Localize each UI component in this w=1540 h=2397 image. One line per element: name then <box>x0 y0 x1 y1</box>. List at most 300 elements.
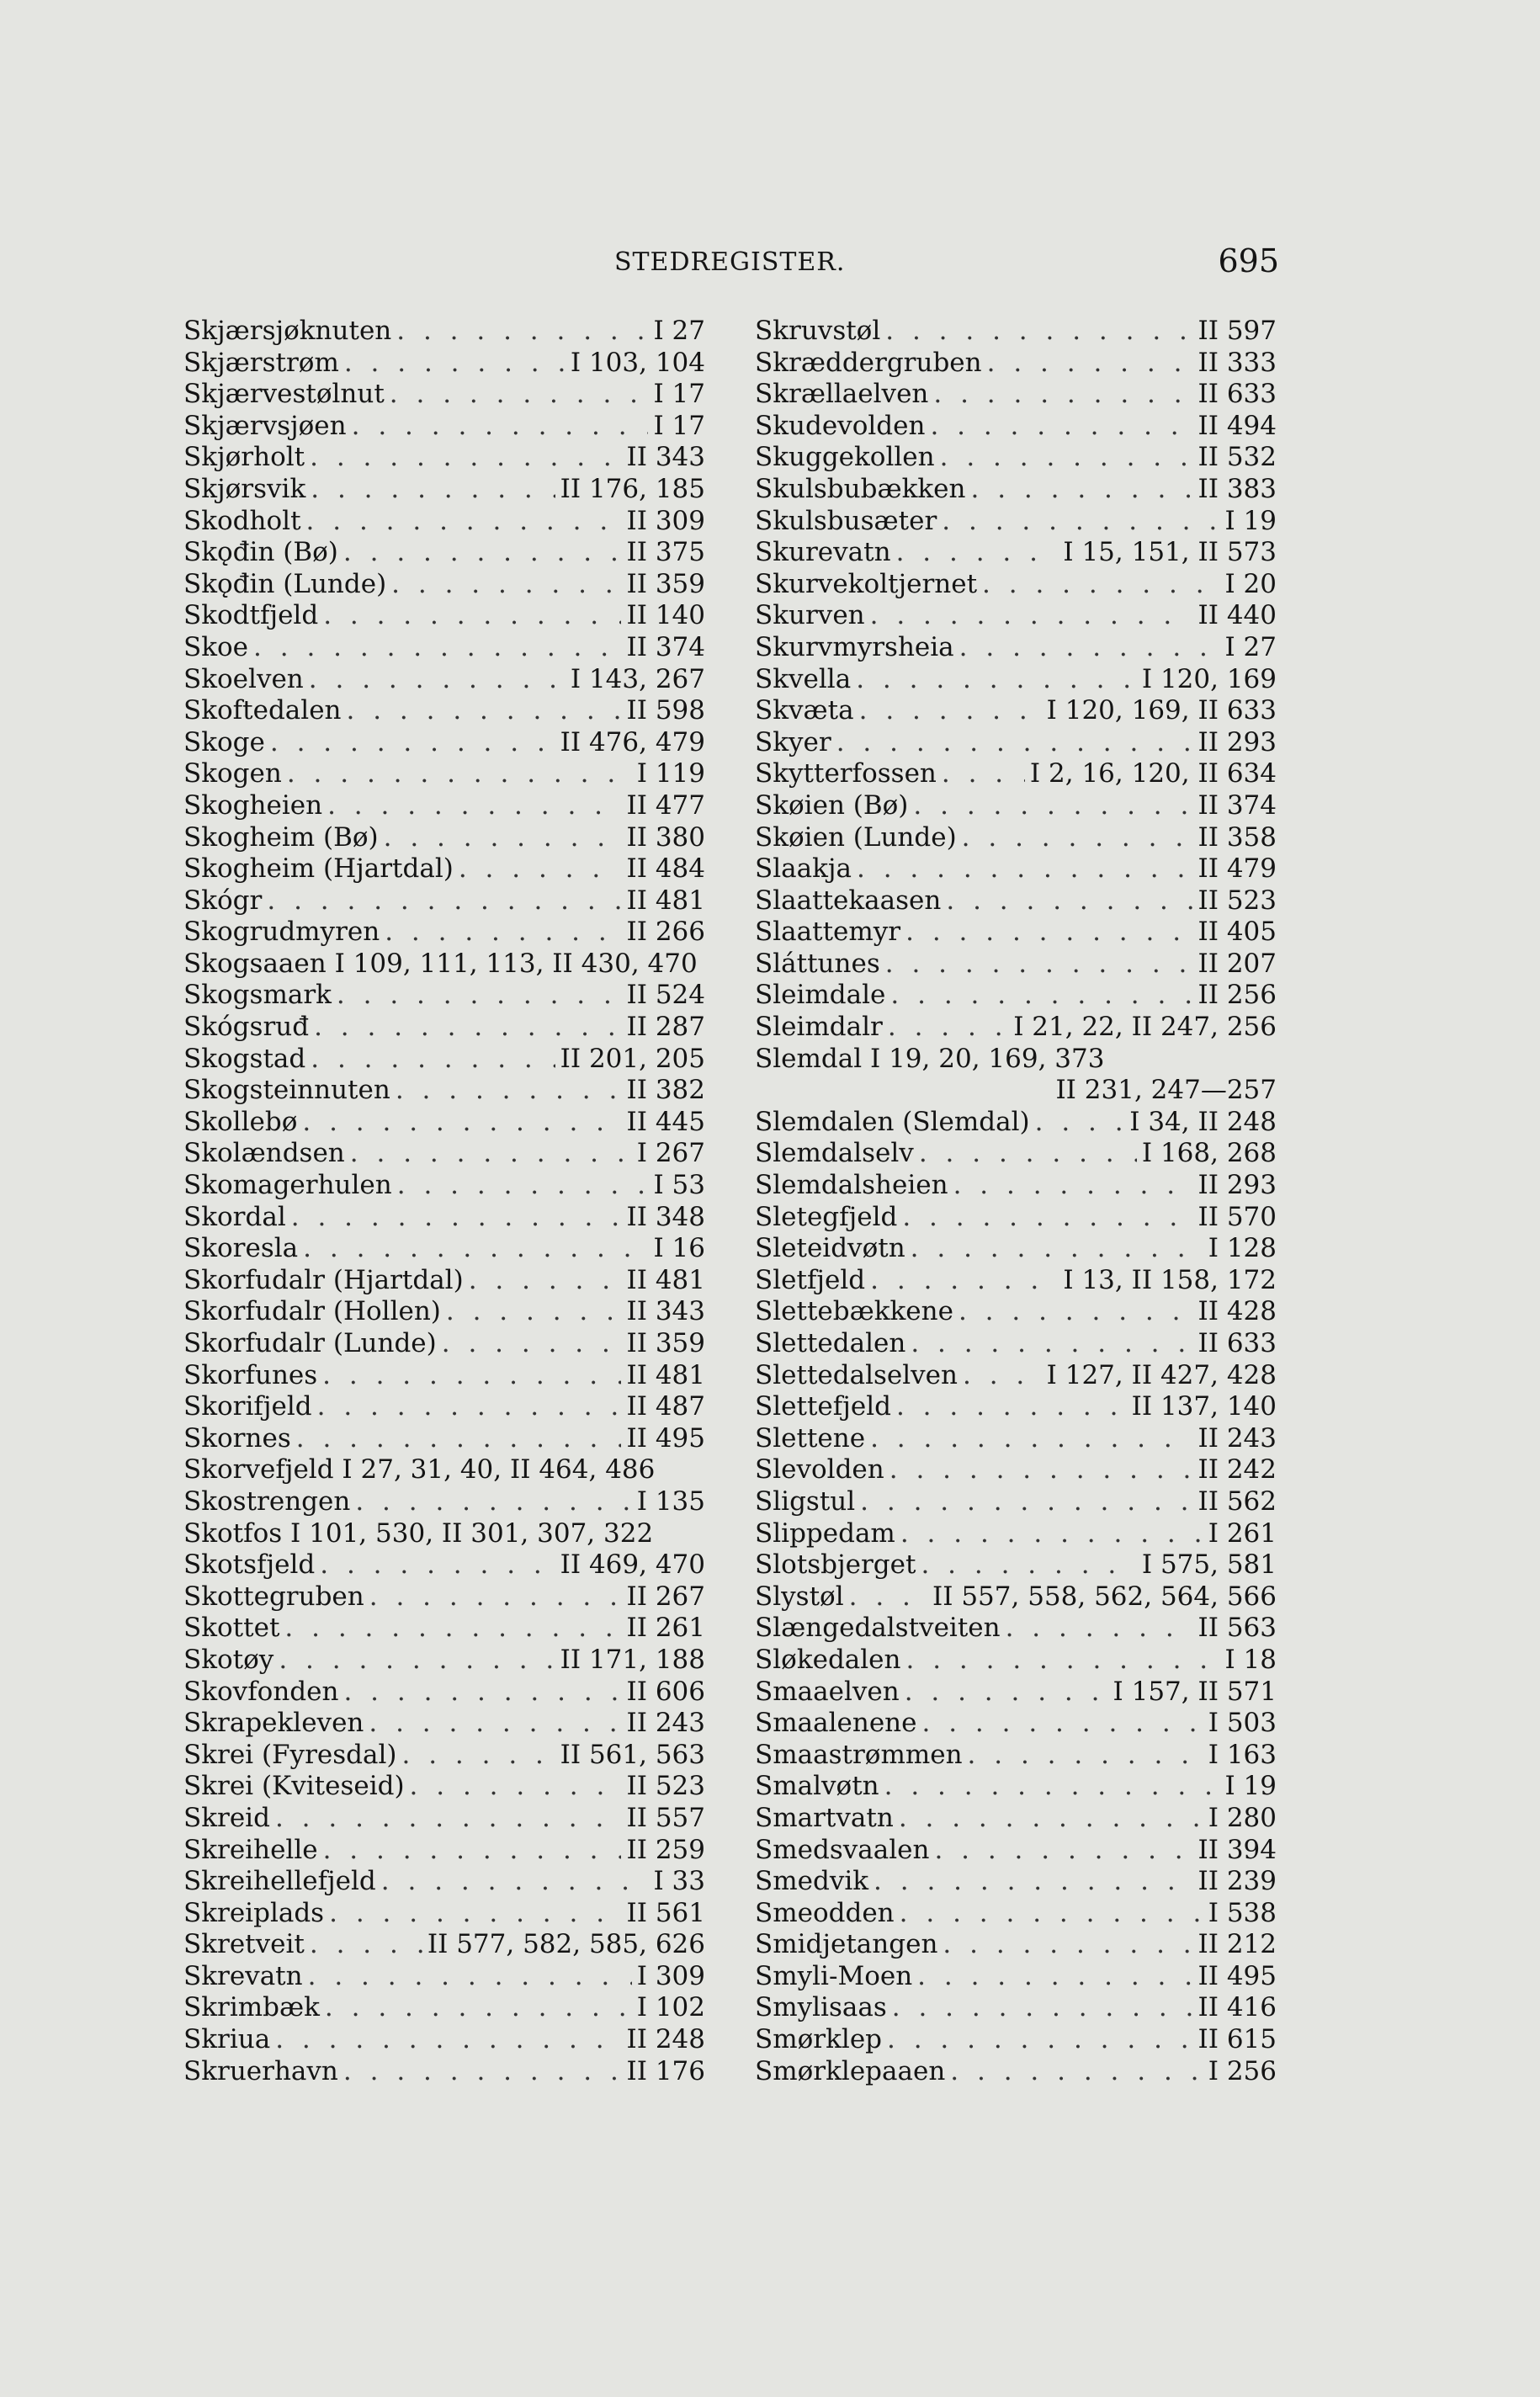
entry-reference: I 18 <box>1224 1644 1277 1675</box>
dot-leader <box>311 474 555 506</box>
index-entry <box>755 980 1277 1012</box>
index-entry <box>183 442 705 474</box>
entry-name: Skogen <box>183 758 282 789</box>
dot-leader <box>385 917 621 949</box>
index-entry <box>755 1233 1277 1265</box>
index-entry <box>755 1265 1277 1297</box>
index-entry <box>183 1075 705 1107</box>
entry-reference: II 428 <box>1197 1296 1277 1327</box>
index-entry <box>183 1202 705 1234</box>
dot-leader <box>921 1708 1203 1740</box>
index-entry <box>755 1898 1277 1930</box>
entry-name: Skollebø <box>183 1106 298 1137</box>
index-entry <box>183 664 705 696</box>
index-entry <box>183 474 705 506</box>
dot-leader <box>899 1803 1203 1835</box>
entry-reference: II 212 <box>1197 1929 1277 1960</box>
dot-leader <box>396 1075 622 1107</box>
entry-name: Sleteidvøtn <box>755 1233 905 1264</box>
dot-leader <box>469 1265 622 1297</box>
entry-name: Slemdalen (Slemdal) <box>755 1106 1030 1137</box>
entry-name: Smidjetangen <box>755 1929 938 1960</box>
entry-name: Skotsfjeld <box>183 1549 316 1581</box>
dot-leader <box>320 1549 555 1581</box>
dot-leader <box>959 632 1220 664</box>
index-entry <box>755 1645 1277 1677</box>
index-entry <box>755 695 1277 727</box>
dot-leader <box>849 1581 927 1613</box>
index-entry <box>755 1549 1277 1581</box>
index-entry <box>755 1803 1277 1835</box>
dot-leader <box>442 1328 622 1360</box>
index-entry <box>755 822 1277 854</box>
dot-leader <box>921 1549 1136 1581</box>
dot-leader <box>384 822 622 854</box>
entry-name: Skotøy <box>183 1644 274 1675</box>
entry-reference: II 524 <box>626 980 705 1011</box>
index-entry <box>183 917 705 949</box>
entry-name: Slettebækkene <box>755 1296 953 1327</box>
entry-name: Skǫđin (Bø) <box>183 537 338 568</box>
dot-leader <box>870 600 1193 632</box>
entry-name: Skurevatn <box>755 537 891 568</box>
dot-leader <box>946 885 1192 917</box>
entry-reference: I 135 <box>636 1486 705 1517</box>
entry-reference: I 280 <box>1208 1802 1277 1833</box>
dot-leader <box>401 1740 555 1772</box>
entry-name: Skrei (Fyresdal) <box>183 1739 397 1770</box>
dot-leader <box>860 1486 1192 1518</box>
dot-leader <box>874 1866 1192 1898</box>
entry-reference: I 575, 581 <box>1141 1549 1277 1581</box>
entry-name: Smedvik <box>755 1866 869 1897</box>
index-entry <box>755 1486 1277 1518</box>
index-entry <box>755 1328 1277 1360</box>
entry-name: Skogsmark <box>183 980 332 1011</box>
index-entry <box>183 1296 705 1328</box>
entry-reference: I 168, 268 <box>1141 1138 1277 1169</box>
entry-reference: II 633 <box>1197 379 1277 410</box>
entry-name: Sligstul <box>755 1486 856 1517</box>
dot-leader <box>953 1170 1193 1202</box>
dot-leader <box>325 1992 632 2024</box>
entry-reference: II 633 <box>1197 1328 1277 1358</box>
entry-reference: I 261 <box>1208 1517 1277 1549</box>
entry-name: Skottet <box>183 1613 280 1644</box>
entry-name: Slettefjeld <box>755 1391 891 1422</box>
entry-name: Skjærvsjøen <box>183 410 347 441</box>
dot-leader <box>896 537 1059 569</box>
entry-name: Skuggekollen <box>755 442 935 473</box>
entry-name: Skorfudalr (Hollen) <box>183 1296 441 1327</box>
index-entry <box>183 1740 705 1772</box>
index-entry <box>755 2024 1277 2056</box>
entry-name: Skreihellefjeld <box>183 1866 376 1897</box>
entry-reference: II 476, 479 <box>560 726 705 757</box>
index-entry <box>183 1012 705 1044</box>
entry-reference: II 523 <box>1197 885 1277 916</box>
dot-leader <box>859 695 1042 727</box>
entry-reference: I 27 <box>653 316 705 346</box>
entry-name: Slystøl <box>755 1581 844 1612</box>
entry-reference: II 243 <box>626 1708 705 1739</box>
entry-reference: II 171, 188 <box>560 1644 705 1675</box>
dot-leader <box>917 1961 1192 1993</box>
entry-name: Smyli-Moen <box>755 1960 913 1991</box>
entry-name: Skvella <box>755 663 852 694</box>
entry-name: Skorfunes <box>183 1359 318 1390</box>
entry-name: Skógr <box>183 885 263 916</box>
dot-leader <box>889 1454 1193 1486</box>
entry-name: Skostrengen <box>183 1486 351 1517</box>
dot-leader <box>911 1328 1192 1360</box>
index-entry <box>755 1613 1277 1645</box>
entry-name: Skogsaaen I 109, 111, 113, II 430, 470 <box>183 948 698 979</box>
dot-leader <box>343 537 622 569</box>
index-entry <box>755 1423 1277 1455</box>
entry-reference: I 157, II 571 <box>1113 1676 1277 1707</box>
dot-leader <box>933 379 1192 411</box>
index-entry <box>183 1328 705 1360</box>
entry-reference: II 207 <box>1197 948 1277 979</box>
entry-name: Smedsvaalen <box>755 1834 930 1865</box>
entry-name: Skulsbusæter <box>755 505 937 536</box>
entry-reference: I 53 <box>653 1170 705 1201</box>
dot-leader <box>982 569 1219 601</box>
entry-name: Skøien (Bø) <box>755 789 909 821</box>
index-entry <box>183 1898 705 1930</box>
index-entry <box>755 442 1277 474</box>
dot-leader <box>369 1581 622 1613</box>
dot-leader <box>329 1898 621 1930</box>
dot-leader <box>446 1296 622 1328</box>
index-entry <box>183 1170 705 1202</box>
index-entry <box>183 2024 705 2056</box>
entry-name: Skjærsjøknuten <box>183 316 392 346</box>
entry-name: Skorifjeld <box>183 1391 312 1422</box>
index-entry <box>183 949 705 981</box>
index-entry <box>755 1454 1277 1486</box>
entry-reference: I 21, 22, II 247, 256 <box>1013 1012 1277 1043</box>
dot-leader <box>890 980 1192 1012</box>
entry-name: Skogsteinnuten <box>183 1075 390 1106</box>
entry-name: Smaastrømmen <box>755 1739 963 1770</box>
entry-reference: II 259 <box>626 1834 705 1865</box>
index-entry <box>755 316 1277 348</box>
index-entry <box>755 1044 1277 1076</box>
dot-leader <box>410 1771 622 1803</box>
entry-name: Skorfudalr (Hjartdal) <box>183 1264 464 1295</box>
dot-leader <box>942 758 1025 790</box>
index-entry <box>183 1708 705 1740</box>
entry-reference: II 267 <box>626 1581 705 1612</box>
dot-leader <box>911 1233 1203 1265</box>
entry-name: Smeodden <box>755 1897 895 1928</box>
entry-name: Skogheim (Hjartdal) <box>183 853 454 885</box>
index-entry <box>183 790 705 822</box>
index-entry <box>183 1961 705 1993</box>
index-entry <box>755 1202 1277 1234</box>
entry-name: Skoftedalen <box>183 695 342 726</box>
index-entry <box>183 1233 705 1265</box>
dot-leader <box>962 822 1193 854</box>
entry-reference: II 293 <box>1197 726 1277 757</box>
entry-name: Skrevatn <box>183 1960 303 1991</box>
index-entry <box>183 1486 705 1518</box>
index-entry <box>755 411 1277 443</box>
index-entry <box>755 949 1277 981</box>
entry-reference: I 309 <box>636 1960 705 1991</box>
index-entry <box>183 1866 705 1898</box>
entry-name: Skoelven <box>183 663 304 694</box>
entry-name: Slotsbjerget <box>755 1549 916 1581</box>
dot-leader <box>284 1613 621 1645</box>
entry-reference: II 532 <box>1197 442 1277 473</box>
index-entry <box>183 1835 705 1867</box>
entry-name: Skurvmyrsheia <box>755 631 954 662</box>
dot-leader <box>291 1202 622 1234</box>
dot-leader <box>887 2024 1192 2056</box>
dot-leader <box>267 885 621 917</box>
index-entry <box>755 506 1277 538</box>
entry-reference: II 359 <box>626 568 705 599</box>
dot-leader <box>275 1803 622 1835</box>
running-title: STEDREGISTER. <box>614 247 846 277</box>
dot-leader <box>959 1296 1193 1328</box>
dot-leader <box>343 1677 621 1709</box>
index-entry <box>755 758 1277 790</box>
entry-name: Skotfos I 101, 530, II 301, 307, 322 <box>183 1517 654 1549</box>
index-entry <box>755 1170 1277 1202</box>
dot-leader <box>296 1423 622 1455</box>
index-entry <box>755 1518 1277 1550</box>
index-entry <box>183 506 705 538</box>
dot-leader <box>459 853 622 885</box>
entry-name: Skoe <box>183 631 249 662</box>
entry-reference: II 598 <box>626 695 705 726</box>
entry-reference: II 243 <box>1197 1422 1277 1454</box>
entry-reference: II 309 <box>626 505 705 536</box>
entry-name: Skógsruđ <box>183 1012 310 1043</box>
index-entry <box>755 727 1277 759</box>
entry-reference: II 615 <box>1197 2024 1277 2055</box>
entry-reference: II 140 <box>626 600 705 631</box>
entry-name: Slaattemyr <box>755 917 901 948</box>
entry-reference: II 374 <box>1197 789 1277 821</box>
entry-reference: I 27 <box>1224 631 1277 662</box>
index-entry <box>183 379 705 411</box>
entry-reference: I 143, 267 <box>570 663 705 694</box>
entry-reference: I 127, II 427, 428 <box>1046 1359 1277 1390</box>
index-entry <box>755 1992 1277 2024</box>
dot-leader <box>963 1360 1042 1392</box>
dot-leader <box>381 1866 649 1898</box>
index-entry <box>183 695 705 727</box>
index-entry <box>183 980 705 1012</box>
entry-name: Skodholt <box>183 505 301 536</box>
entry-reference: II 523 <box>626 1771 705 1802</box>
index-entry <box>183 1391 705 1423</box>
entry-name: Skrællaelven <box>755 379 929 410</box>
index-entry <box>183 1992 705 2024</box>
entry-name: Skurven <box>755 600 865 631</box>
index-entry <box>755 1835 1277 1867</box>
entry-name: Slevolden <box>755 1454 884 1486</box>
entry-name: Sløkedalen <box>755 1644 901 1675</box>
index-entry <box>755 1107 1277 1139</box>
entry-name: Skordal <box>183 1201 286 1232</box>
entry-reference: II 176, 185 <box>560 473 705 504</box>
entry-name: Slettene <box>755 1422 866 1454</box>
dot-leader <box>311 1044 555 1076</box>
entry-reference: II 561 <box>626 1897 705 1928</box>
entry-reference: II 469, 470 <box>560 1549 705 1581</box>
index-entry <box>183 569 705 601</box>
index-entry <box>755 1771 1277 1803</box>
entry-reference: II 597 <box>1197 316 1277 346</box>
index-entry <box>755 1138 1277 1170</box>
entry-reference: I 33 <box>653 1866 705 1897</box>
entry-name: Skrei (Kviteseid) <box>183 1771 405 1802</box>
dot-leader <box>902 1202 1192 1234</box>
entry-reference: II 570 <box>1197 1201 1277 1232</box>
entry-reference: I 13, II 158, 172 <box>1063 1264 1277 1295</box>
dot-leader <box>327 790 621 822</box>
dot-leader <box>919 1138 1137 1170</box>
entry-reference: II 293 <box>1197 1170 1277 1201</box>
entry-name: Skǫđin (Lunde) <box>183 568 387 599</box>
entry-reference: II 481 <box>626 1264 705 1295</box>
dot-leader <box>934 1835 1192 1867</box>
dot-leader <box>310 1929 422 1961</box>
entry-reference: I 15, 151, II 573 <box>1063 537 1277 568</box>
entry-reference: I 2, 16, 120, II 634 <box>1029 758 1277 789</box>
index-entry <box>183 411 705 443</box>
dot-leader <box>317 1391 622 1423</box>
entry-reference: I 16 <box>653 1233 705 1264</box>
entry-reference: II 343 <box>626 442 705 473</box>
entry-name: Skornes <box>183 1422 291 1454</box>
index-entry <box>755 474 1277 506</box>
index-entry <box>183 1107 705 1139</box>
dot-leader <box>337 980 622 1012</box>
entry-reference: II 577, 582, 585, 626 <box>427 1929 705 1960</box>
entry-reference: II 440 <box>1197 600 1277 631</box>
entry-reference: II 479 <box>1197 853 1277 885</box>
dot-leader <box>836 727 1193 759</box>
entry-reference: I 20 <box>1224 568 1277 599</box>
entry-reference: I 19 <box>1224 505 1277 536</box>
entry-name: Skyer <box>755 726 831 757</box>
entry-reference: II 176 <box>626 2055 705 2086</box>
page-number: 695 <box>1218 242 1279 279</box>
dot-leader <box>950 2056 1203 2088</box>
index-column-left <box>183 316 705 2087</box>
index-entry <box>183 1645 705 1677</box>
dot-leader <box>303 1233 648 1265</box>
entry-reference: II 477 <box>626 789 705 821</box>
entry-name: Skruerhavn <box>183 2055 338 2086</box>
entry-name: Skovfonden <box>183 1676 339 1707</box>
entry-reference: I 267 <box>636 1138 705 1169</box>
entry-name: Sletfjeld <box>755 1264 866 1295</box>
index-entry <box>755 1740 1277 1772</box>
entry-reference: II 394 <box>1197 1834 1277 1865</box>
dot-leader <box>885 316 1192 348</box>
index-entry <box>755 600 1277 632</box>
entry-name: Smalvøtn <box>755 1771 879 1802</box>
entry-reference: II 382 <box>626 1075 705 1106</box>
entry-name: Slaakja <box>755 853 852 885</box>
index-entry <box>183 316 705 348</box>
dot-leader <box>369 1708 621 1740</box>
entry-reference: I 120, 169, II 633 <box>1046 695 1277 726</box>
entry-reference: II 557, 558, 562, 564, 566 <box>932 1581 1277 1612</box>
index-entry <box>183 632 705 664</box>
entry-reference: II 137, 140 <box>1131 1391 1277 1422</box>
entry-name: Skolændsen <box>183 1138 345 1169</box>
dot-leader <box>352 411 649 443</box>
entry-name: Skomagerhulen <box>183 1170 392 1201</box>
index-entry <box>183 1581 705 1613</box>
dot-leader <box>987 348 1193 380</box>
index-entry <box>755 379 1277 411</box>
entry-name: Skrimbæk <box>183 1992 320 2023</box>
entry-reference: I 128 <box>1208 1233 1277 1264</box>
entry-reference: II 287 <box>626 1012 705 1043</box>
index-entry <box>755 1929 1277 1961</box>
entry-name: Slippedam <box>755 1517 895 1549</box>
dot-leader <box>390 379 649 411</box>
index-entry <box>183 2056 705 2088</box>
dot-leader <box>913 790 1192 822</box>
index-entry <box>755 632 1277 664</box>
entry-reference: II 481 <box>626 1359 705 1390</box>
entry-name: Smylisaas <box>755 1992 887 2023</box>
entry-name: Sláttunes <box>755 948 880 979</box>
index-entry <box>755 1012 1277 1044</box>
index-entry <box>183 348 705 380</box>
dot-leader <box>322 1360 621 1392</box>
entry-reference: II 481 <box>626 885 705 916</box>
entry-name: Skogheien <box>183 789 323 821</box>
entry-reference: II 359 <box>626 1328 705 1358</box>
entry-name: Slængedalstveiten <box>755 1613 1001 1644</box>
index-entry <box>183 885 705 917</box>
dot-leader <box>287 758 632 790</box>
dot-leader <box>900 1518 1203 1550</box>
entry-name: Skytterfossen <box>755 758 937 789</box>
index-entry <box>183 758 705 790</box>
entry-name: Skoge <box>183 726 265 757</box>
dot-leader <box>350 1138 632 1170</box>
dot-leader <box>1006 1613 1193 1645</box>
dot-leader <box>347 695 622 727</box>
entry-reference: II 416 <box>1197 1992 1277 2023</box>
index-entry <box>755 885 1277 917</box>
entry-reference: II 380 <box>626 821 705 853</box>
entry-name: Skvæta <box>755 695 854 726</box>
entry-reference: II 201, 205 <box>560 1043 705 1074</box>
dot-leader <box>885 949 1193 981</box>
entry-reference: II 495 <box>1197 1960 1277 1991</box>
dot-leader <box>884 1771 1220 1803</box>
dot-leader <box>397 1170 649 1202</box>
entry-reference: II 562 <box>1197 1486 1277 1517</box>
dot-leader <box>391 569 621 601</box>
entry-name: Smørklep <box>755 2024 883 2055</box>
entry-reference: II 358 <box>1197 821 1277 853</box>
